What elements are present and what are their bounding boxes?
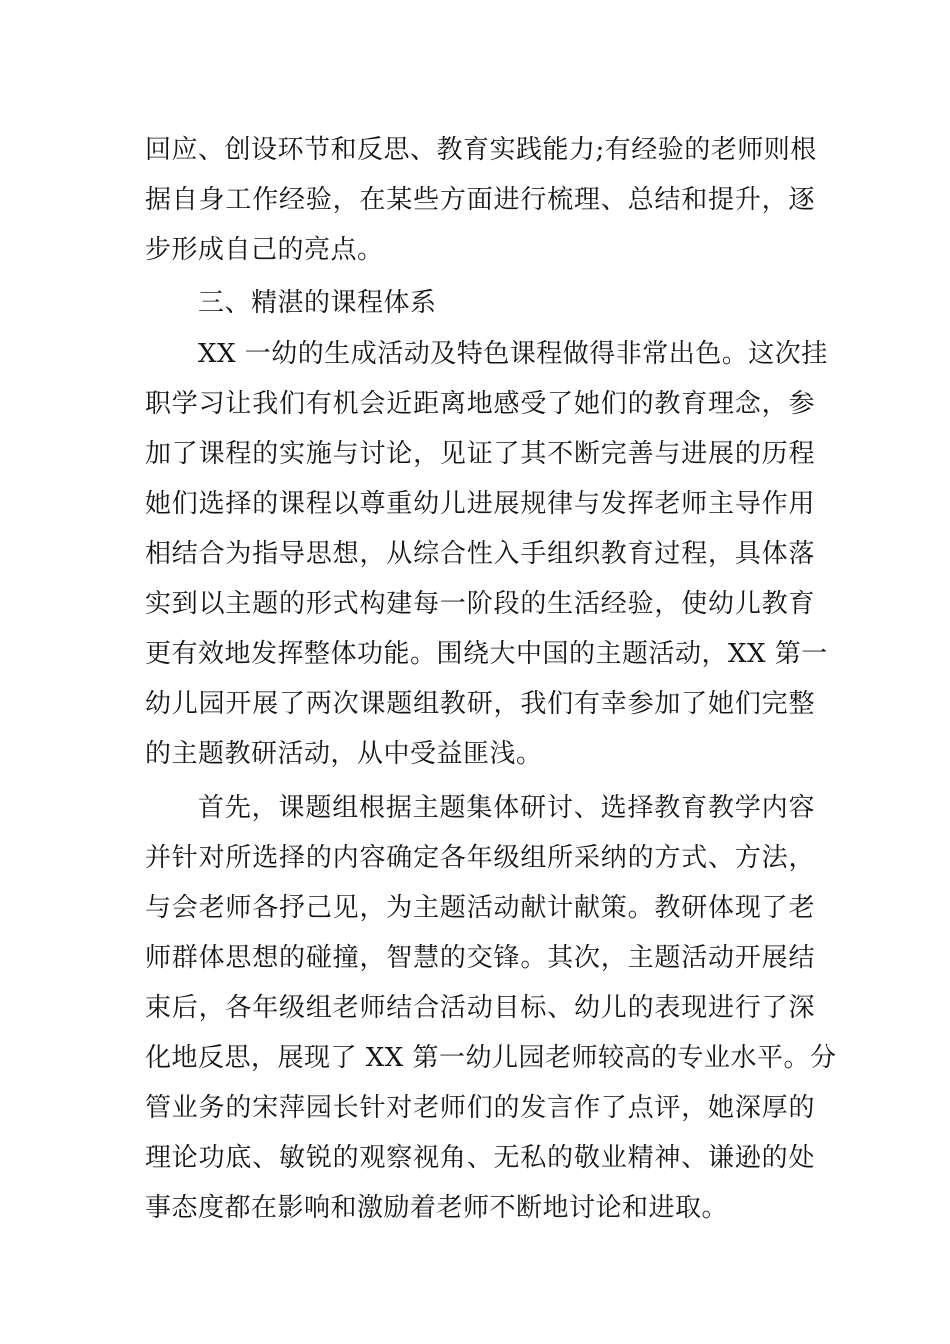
paragraph-line: 事态度都在影响和激励着老师不断地讨论和进取。 [145,1193,729,1223]
paragraph-line: XX 一幼的生成活动及特色课程做得非常出色。这次挂 [198,339,828,369]
paragraph-line: 首先，课题组根据主题集体研讨、选择教育教学内容 [198,793,815,823]
paragraph-line: 与会老师各抒己见，为主题活动献计献策。教研体现了老 [145,893,815,923]
paragraph-line: 管业务的宋萍园长针对老师们的发言作了点评，她深厚的 [145,1093,815,1123]
paragraph-line: 化地反思，展现了 XX 第一幼儿园老师较高的专业水平。分 [145,1043,837,1073]
paragraph-line: 职学习让我们有机会近距离地感受了她们的教育理念，参 [145,389,815,419]
paragraph-line: 据自身工作经验，在某些方面进行梳理、总结和提升，逐 [145,185,815,215]
paragraph-line: 实到以主题的形式构建每一阶段的生活经验，使幼儿教育 [145,589,815,619]
section-heading: 三、精湛的课程体系 [198,288,437,318]
paragraph-line: 回应、创设环节和反思、教育实践能力;有经验的老师则根 [145,135,817,165]
paragraph-line: 更有效地发挥整体功能。围绕大中国的主题活动，XX 第一 [145,639,828,669]
paragraph-line: 并针对所选择的内容确定各年级组所采纳的方式、方法， [145,843,815,873]
paragraph-line: 她们选择的课程以尊重幼儿进展规律与发挥老师主导作用 [145,489,815,519]
paragraph-line: 幼儿园开展了两次课题组教研，我们有幸参加了她们完整 [145,689,815,719]
paragraph-line: 理论功底、敏锐的观察视角、无私的敬业精神、谦逊的处 [145,1143,815,1173]
paragraph-line: 师群体思想的碰撞，智慧的交锋。其次，主题活动开展结 [145,943,815,973]
paragraph-line: 加了课程的实施与讨论，见证了其不断完善与进展的历程 [145,439,815,469]
paragraph-line: 的主题教研活动，从中受益匪浅。 [145,739,543,769]
paragraph-line: 束后，各年级组老师结合活动目标、幼儿的表现进行了深 [145,993,815,1023]
paragraph-line: 相结合为指导思想，从综合性入手组织教育过程，具体落 [145,539,815,569]
paragraph-line: 步形成自己的亮点。 [145,235,384,265]
